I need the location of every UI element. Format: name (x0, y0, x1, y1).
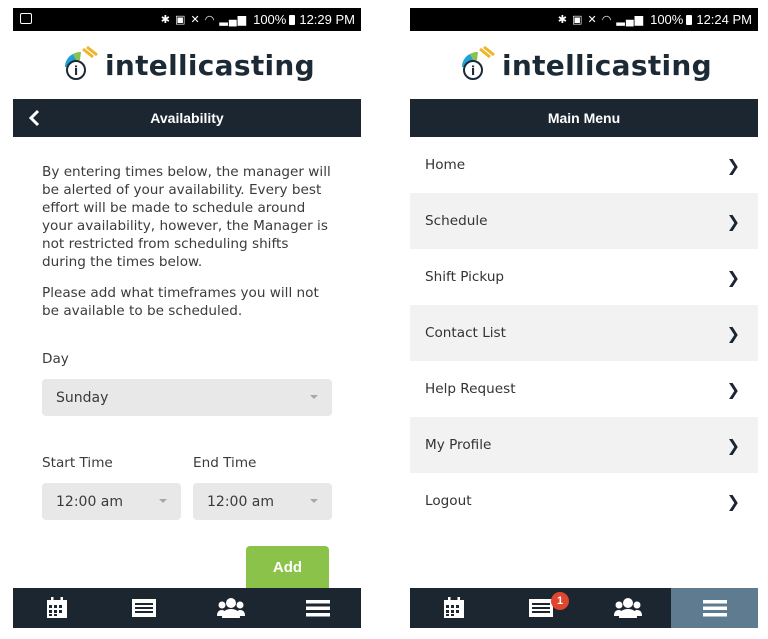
chevron-left-icon (28, 109, 40, 127)
calendar-icon (442, 596, 466, 620)
title-bar (410, 99, 758, 137)
add-button[interactable]: Add (246, 546, 329, 588)
menu-item-my-profile[interactable] (410, 417, 758, 473)
tab-menu[interactable] (671, 588, 758, 628)
page-title: Main Menu (547, 110, 621, 126)
menu-item-schedule[interactable] (410, 193, 758, 249)
brand-name: intellicasting (501, 48, 713, 82)
gallery-icon (20, 13, 32, 24)
menu-item-label: Contact List (425, 325, 506, 341)
tab-menu[interactable] (274, 588, 361, 628)
status-bar (13, 8, 361, 31)
tab-bar (410, 588, 758, 628)
tab-list[interactable] (100, 588, 187, 628)
menu-item-label: Schedule (425, 213, 488, 229)
tab-calendar[interactable] (410, 588, 497, 628)
instruction-text: Please add what timeframes you will not be available to be scheduled. (42, 285, 319, 319)
caret-down-icon (159, 499, 167, 503)
battery-percent: 100% (650, 12, 684, 27)
chevron-right-icon: ❯ (726, 379, 740, 399)
people-icon (614, 596, 642, 620)
menu-item-label: Shift Pickup (425, 269, 505, 285)
intro-text: By entering times below, the manager will be alerted of your availability. Every best effort will be made to schedule around your availability, however, the Manager is not restricted from scheduling shifts during the times below. (42, 164, 331, 270)
menu-item-help-request[interactable] (410, 361, 758, 417)
end-time-value: 12:00 am (207, 493, 275, 510)
back-button[interactable] (23, 107, 45, 129)
battery-icon (686, 15, 692, 25)
tab-contacts[interactable] (584, 588, 671, 628)
page-title: Availability (150, 110, 224, 126)
menu-item-contact-list[interactable] (410, 305, 758, 361)
svg-text:i: i (470, 64, 476, 78)
status-icons: ✱ ▣ ✕ ◠ ▂▄▆ (557, 14, 645, 26)
chevron-right-icon: ❯ (726, 435, 740, 455)
chevron-right-icon: ❯ (726, 323, 740, 343)
menu-item-label: Home (425, 157, 466, 173)
tab-contacts[interactable] (187, 588, 274, 628)
list-icon (528, 598, 554, 618)
start-time-select[interactable] (42, 483, 181, 520)
notification-badge: 1 (551, 592, 569, 610)
tab-calendar[interactable] (13, 588, 100, 628)
menu-item-label: My Profile (425, 437, 492, 453)
start-time-value: 12:00 am (56, 493, 124, 510)
clock: 12:29 PM (299, 12, 355, 27)
menu-icon (306, 598, 330, 618)
logo (410, 31, 758, 99)
calendar-icon (45, 596, 69, 620)
caret-down-icon (310, 499, 318, 503)
end-time-select[interactable] (193, 483, 332, 520)
people-icon (217, 596, 245, 620)
status-icons: ✱ ▣ ✕ ◠ ▂▄▆ (160, 14, 248, 26)
brand-name: intellicasting (104, 48, 316, 82)
menu-item-logout[interactable] (410, 473, 758, 529)
menu-icon (703, 598, 727, 618)
end-time-label: End Time (193, 455, 257, 471)
day-label: Day (42, 351, 69, 367)
start-time-label: Start Time (42, 455, 113, 471)
clock: 12:24 PM (696, 12, 752, 27)
logo (13, 31, 361, 99)
logo-icon (456, 45, 496, 85)
status-bar (410, 8, 758, 31)
tab-bar (13, 588, 361, 628)
svg-text:i: i (73, 64, 79, 78)
battery-percent: 100% (253, 12, 287, 27)
menu-item-home[interactable] (410, 137, 758, 193)
chevron-right-icon: ❯ (726, 211, 740, 231)
menu-item-label: Logout (425, 493, 472, 509)
battery-icon (289, 15, 295, 25)
logo-icon (59, 45, 99, 85)
chevron-right-icon: ❯ (726, 267, 740, 287)
menu-item-label: Help Request (425, 381, 516, 397)
list-icon (131, 598, 157, 618)
chevron-right-icon: ❯ (726, 155, 740, 175)
main-menu (410, 137, 758, 529)
tab-list[interactable] (497, 588, 584, 628)
title-bar (13, 99, 361, 137)
main-menu-screen (410, 8, 758, 639)
menu-item-shift-pickup[interactable] (410, 249, 758, 305)
caret-down-icon (310, 395, 318, 399)
chevron-right-icon: ❯ (726, 491, 740, 511)
day-select[interactable] (42, 379, 332, 416)
availability-screen (13, 8, 361, 639)
day-value: Sunday (56, 389, 109, 406)
